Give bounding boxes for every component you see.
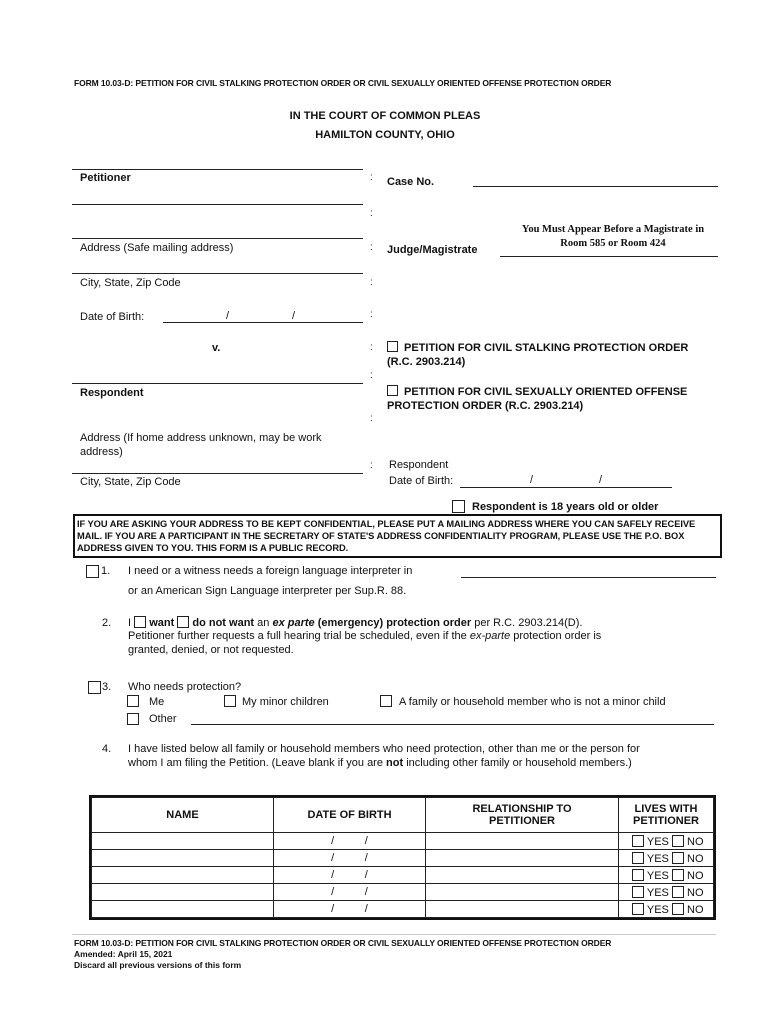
item-2-line-2 [128,630,601,642]
lives-with-cell [619,884,714,901]
respondent-dob-label-2: Date of Birth: [389,475,454,487]
item-2-ex-parte: ex-parte [469,630,511,642]
name-cell[interactable] [92,833,274,850]
no-checkbox[interactable] [672,852,684,864]
dob-placeholder: / / [331,869,368,881]
petitioner-city-field[interactable] [72,273,363,274]
judge-label: Judge/Magistrate [387,244,478,256]
petitioner-address-field[interactable] [72,238,363,239]
family-member-checkbox[interactable] [380,695,392,708]
household-members-table [89,795,716,920]
yes-label: YES [646,886,669,899]
yes-checkbox[interactable] [632,903,644,915]
do-not-want-label: do not want [192,617,255,629]
petitioner-label: Petitioner [80,172,131,184]
interpreter-language-field[interactable] [461,577,716,578]
do-not-want-checkbox[interactable] [177,616,189,628]
item-2-text-b: protection order is [513,630,602,642]
yes-label: YES [646,869,669,882]
stalking-petition-label: PETITION FOR CIVIL STALKING PROTECTION ORDER (R.C. 2903.214) [387,342,689,368]
dob-cell[interactable] [274,867,426,884]
dob-separator: / [530,474,534,486]
dob-separator: / [226,310,230,322]
other-label: Other [149,713,177,725]
footer-amended: Amended: April 15, 2021 [74,949,173,959]
no-checkbox[interactable] [672,886,684,898]
relationship-cell[interactable] [426,850,619,867]
sexual-offense-petition-label: PETITION FOR CIVIL SEXUALLY ORIENTED OFFENSE PROTECTION ORDER (R.C. 2903.214) [387,386,688,412]
dob-cell[interactable] [274,884,426,901]
item-3-question: Who needs protection? [128,681,242,693]
respondent-dob-label-1: Respondent [389,459,449,471]
respondent-age-checkbox[interactable] [452,500,465,514]
no-checkbox[interactable] [672,835,684,847]
colon: : [370,309,373,320]
table-row [92,901,714,918]
yes-checkbox[interactable] [632,886,644,898]
name-cell[interactable] [92,850,274,867]
no-label: NO [687,869,704,882]
colon: : [370,342,373,353]
col-header-name: NAME [92,798,274,833]
dob-placeholder: / / [331,886,368,898]
footer-discard: Discard all previous versions of this form [74,960,242,970]
item-3-number: 3. [102,681,112,693]
ex-parte: ex parte [272,617,315,629]
no-label: NO [687,852,704,865]
case-no-field[interactable] [473,186,718,187]
dob-separator: / [292,310,296,322]
confidentiality-notice: IF YOU ARE ASKING YOUR ADDRESS TO BE KEPT CONFIDENTIAL, PLEASE PUT A MAILING ADDRESS WHERE YOU CAN SAFELY RECEIVE MAIL. IF YOU ARE A PARTICIPANT IN THE SECRETARY OF STATE'S ADDRESS CONFIDENTIALITY PROGRAM, PLEASE USE THE P.O. BOX ADDRESS GIVEN TO YOU. THIS FORM IS A PUBLIC RECORD. [73,514,722,558]
relationship-cell[interactable] [426,833,619,850]
colon: : [370,370,373,381]
yes-checkbox[interactable] [632,852,644,864]
petitioner-dob-field[interactable] [163,322,363,323]
respondent-name-field[interactable] [72,383,363,384]
dob-separator: / [599,474,603,486]
colon: : [370,208,373,219]
no-label: NO [687,886,704,899]
item-1-text: I need or a witness needs a foreign language interpreter in [128,565,413,577]
form-title: FORM 10.03-D: PETITION FOR CIVIL STALKING PROTECTION ORDER OR CIVIL SEXUALLY ORIENTED OFFENSE PROTECTION ORDER [74,78,612,88]
court-county: HAMILTON COUNTY, OHIO [315,129,455,141]
col-header-lives-with: LIVES WITH PETITIONER [619,798,714,833]
item-2-line-3: granted, denied, or not requested. [128,644,294,656]
item-2-text-a: Petitioner further requests a full hearing trial be scheduled, even if the [128,630,467,642]
want-checkbox[interactable] [134,616,146,628]
petitioner-dob-label: Date of Birth: [80,311,145,323]
item-2-i: I [128,617,132,629]
petitioner-address-label: Address (Safe mailing address) [80,242,234,254]
item-4-line-2 [128,757,632,769]
respondent-dob-field[interactable] [460,487,672,488]
footer-title: FORM 10.03-D: PETITION FOR CIVIL STALKING PROTECTION ORDER OR CIVIL SEXUALLY ORIENTED OFFENSE PROTECTION ORDER [74,938,612,948]
item-4-text-a: whom I am filing the Petition. (Leave blank if you are [128,757,383,769]
dob-placeholder: / / [331,903,368,915]
me-checkbox[interactable] [127,695,139,708]
dob-cell[interactable] [274,850,426,867]
name-cell[interactable] [92,867,274,884]
item-2-an: an [257,617,270,629]
dob-placeholder: / / [331,835,368,847]
item-4-not: not [386,757,404,769]
petitioner-city-label: City, State, Zip Code [80,277,181,289]
colon: : [370,242,373,253]
yes-label: YES [646,835,669,848]
want-label: want [149,617,175,629]
yes-checkbox[interactable] [632,869,644,881]
petitioner-name-field[interactable] [72,204,363,205]
yes-checkbox[interactable] [632,835,644,847]
appear-notice: You Must Appear Before a Magistrate in Room 585 or Room 424 [521,224,705,249]
name-cell[interactable] [92,901,274,918]
respondent-age-label: Respondent is 18 years old or older [472,501,659,513]
item-1-number: 1. [101,565,111,577]
colon: : [370,172,373,183]
item-4-text-b: including other family or household members.) [406,757,632,769]
item-2-number: 2. [102,617,112,629]
respondent-city-label: City, State, Zip Code [80,476,181,488]
yes-label: YES [646,903,669,916]
interpreter-checkbox[interactable] [86,565,99,579]
lives-with-cell [619,901,714,918]
other-field[interactable] [191,724,714,725]
no-checkbox[interactable] [672,903,684,915]
item-1-text-2: or an American Sign Language interpreter per Sup.R. 88. [128,585,407,597]
respondent-address-field[interactable] [72,473,363,474]
court-name: IN THE COURT OF COMMON PLEAS [289,110,481,122]
relationship-cell[interactable] [426,884,619,901]
protection-checkbox[interactable] [88,681,101,695]
relationship-cell[interactable] [426,867,619,884]
no-label: NO [687,835,704,848]
table-row [92,850,714,867]
minor-children-label: My minor children [242,696,329,708]
respondent-address-label: Address (If home address unknown, may be work address) [80,432,322,458]
item-2-rc: per R.C. 2903.214(D). [474,617,583,629]
table-row [92,867,714,884]
no-checkbox[interactable] [672,869,684,881]
relationship-cell[interactable] [426,901,619,918]
name-cell[interactable] [92,884,274,901]
lives-with-cell [619,833,714,850]
lives-with-cell [619,850,714,867]
no-label: NO [687,903,704,916]
item-4-line-1: I have listed below all family or household members who need protection, other than me or the person for [128,743,640,755]
lives-with-cell [619,867,714,884]
item-2-line-1 [128,616,582,629]
table-row [92,884,714,901]
other-checkbox[interactable] [127,713,139,726]
colon: : [370,277,373,288]
minor-children-checkbox[interactable] [224,695,236,708]
case-no-label: Case No. [387,176,435,188]
dob-cell[interactable] [274,901,426,918]
yes-label: YES [646,852,669,865]
dob-cell[interactable] [274,833,426,850]
colon: : [370,460,373,471]
me-label: Me [149,696,165,708]
family-member-label: A family or household member who is not a minor child [399,696,666,708]
versus: v. [212,342,221,354]
dob-placeholder: / / [331,852,368,864]
item-4-number: 4. [102,743,112,755]
table-row [92,833,714,850]
col-header-relationship: RELATIONSHIP TO PETITIONER [426,798,619,833]
emergency-order: (emergency) protection order [317,617,472,629]
respondent-label: Respondent [80,387,144,399]
colon: : [370,413,373,424]
col-header-dob: DATE OF BIRTH [274,798,426,833]
